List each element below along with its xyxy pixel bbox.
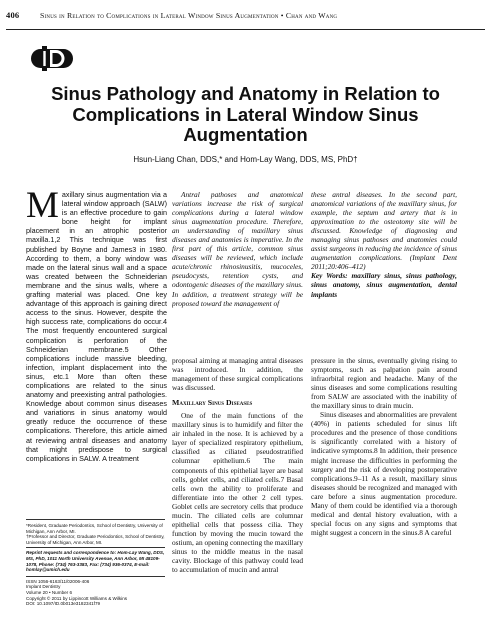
abstract-paragraph: Antral pathoses and anatomical variations increase the risk of surgical complications during a lateral window sinus augmentation procedure. Therefore, an understanding of maxillary sinus diseases and anatomies is imperative. In the first part of this article, common sinus diseases will be reviewed, which include acute/chronic rhinosinusitis, mucoceles, pseudocysts, retention cysts, and odontogenic diseases of the maxillary sinus. In addition, a treatment strategy will be proposed toward the management of (172, 190, 303, 308)
abstract-continuation: these antral diseases. In the second part, anatomical variations of the maxillary sinus, for example, the septum and artery that is in approximation to the osteotomy site will be discussed. Knowledge of diagnosing and managing sinus pathoses and anatomies could assist surgeons in reducing the incidence of sinus augmentation complications. (Implant Dent 2011;20:406–412) (311, 190, 457, 272)
section-heading: Maxillary Sinus Diseases (172, 398, 253, 408)
body-column-2 (172, 356, 303, 632)
issn: ISSN 1056-6163/11/02006-406 (26, 576, 165, 585)
article-title: Sinus Pathology and Anatomy in Relation to Complications in Lateral Window Sinus Augmentation (51, 83, 440, 145)
proposal-paragraph: proposal aiming at managing antral diseases was introduced. In addition, the management of these surgical complications was discussed. (172, 356, 303, 393)
sinus-function-paragraph: One of the main functions of the maxillary sinus is to humidify and filter the air inhaled in the nose. It is achieved by a layer of specialized respiratory epithelium, classified as ciliated pseudostratified columnar epithelium.6 The main components of this epithelial layer are basal cells, goblet cells, and ciliated cells.7 Basal cells own the ability to proliferate and differentiate into the other 2 cell types. Goblet cells are secretory cells that produce mucin. The ciliated cells are columnar epithelial cells that possess cilia. They function by moving the mucin toward the ostium, an opening connecting the maxillary sinus to the middle meatus in the nasal cavity. Blockage of this pathway could lead to accumulation of mucin and antral (172, 411, 303, 575)
journal-logo (31, 46, 73, 71)
abstract-column-3 (311, 190, 457, 342)
intro-text: axillary sinus augmentation via a lateral window approach (SALW) is an effective procedure to gain bone height for implant placement in an atrophic posterior maxilla.1,2 This technique was first published by Boyne and James3 in 1980. According to them, a bony window was made on the lateral sinus wall and a space was created between the Schneiderian membrane and the sinus walls, where a grafting material was placed. One key advantage of this approach is gaining direct access to the sinus. However, despite the high success rate, complications do occur.4 The most frequently encountered surgical complication is perforation of the Schneiderian membrane.5 Other complications include massive bleeding, infection, implant displacement into the sinus, etc.1 More than often these complications are related to the sinus anatomy and preexisting antral pathologies. Knowledge about common sinus diseases and variations in sinus anatomy would greatly reduce the occurrence of these complications. Therefore, this article aimed at reviewing antral diseases and anatomy that might predispose to surgical complications in SALW. A treatment (26, 190, 167, 463)
reprint-requests: Reprint requests and correspondence to: Hom-Lay Wang, DDS, MS, PhD, 1011 North University Avenue, Ann Arbor, MI 48109-1078, Phone: (734) 763-3383, Fax: (734) 936-0374, E-mail: homlay@umich.edu (26, 547, 165, 572)
footnotes (26, 523, 165, 607)
prevalence-paragraph: Sinus diseases and abnormalities are prevalent (40%) in patients scheduled for sinus lift procedures and the presence of those conditions is significantly correlated with a history of indicative symptoms.8 In addition, their presence might increase the difficulties in performing the surgery and the risk of developing postoperative complications.9–11 As a result, maxillary sinus diseases should be recognized and managed with care before a sinus augmentation procedure. Many of them could be identified via a thorough medical and dental history evaluation, with a special focus on any signs and symptoms that might suggest a concern in the sinus.8 A careful (311, 410, 457, 537)
drop-cap: M (26, 190, 59, 226)
volume-issue: Volume 20 • Number 6 (26, 589, 73, 595)
running-title: Sinus in Relation to Complications in Lateral Window Sinus Augmentation • Chan and Wang (40, 11, 338, 20)
keywords: Key Words: maxillary sinus, sinus pathology, sinus anatomy, sinus augmentation, dental implants (311, 271, 457, 299)
column-1 (26, 190, 167, 472)
footnote-rule (26, 519, 165, 520)
pressure-paragraph: pressure in the sinus, eventually giving rising to symptoms, such as palpation pain around infraorbital region and headache. Many of the sinus diseases and some complications resulting from SALW are associated with the inability of the maxillary sinus to drain mucin. (311, 356, 457, 411)
author-line: Hsun-Liang Chan, DDS,* and Hom-Lay Wang, DDS, MS, PhD† (133, 155, 358, 164)
copyright: Copyright © 2011 by Lippincott Williams & Wilkins (26, 595, 128, 601)
footnote-author-1: *Resident, Graduate Periodontics, School of Dentistry, University of Michigan, Ann Arbor, MI. (26, 523, 163, 534)
running-header (6, 8, 485, 30)
footnote-author-2: †Professor and Director, Graduate Periodontics, School of Dentistry, University of Michigan, Ann Arbor, MI. (26, 534, 165, 545)
abstract-column-2 (172, 190, 303, 342)
journal-name: Implant Dentistry (26, 584, 61, 590)
intro-paragraph (26, 190, 167, 463)
body-column-3 (311, 356, 457, 632)
doi: DOI: 10.1097/ID.0b013e3182341f79 (26, 601, 101, 607)
page-number: 406 (6, 10, 20, 20)
